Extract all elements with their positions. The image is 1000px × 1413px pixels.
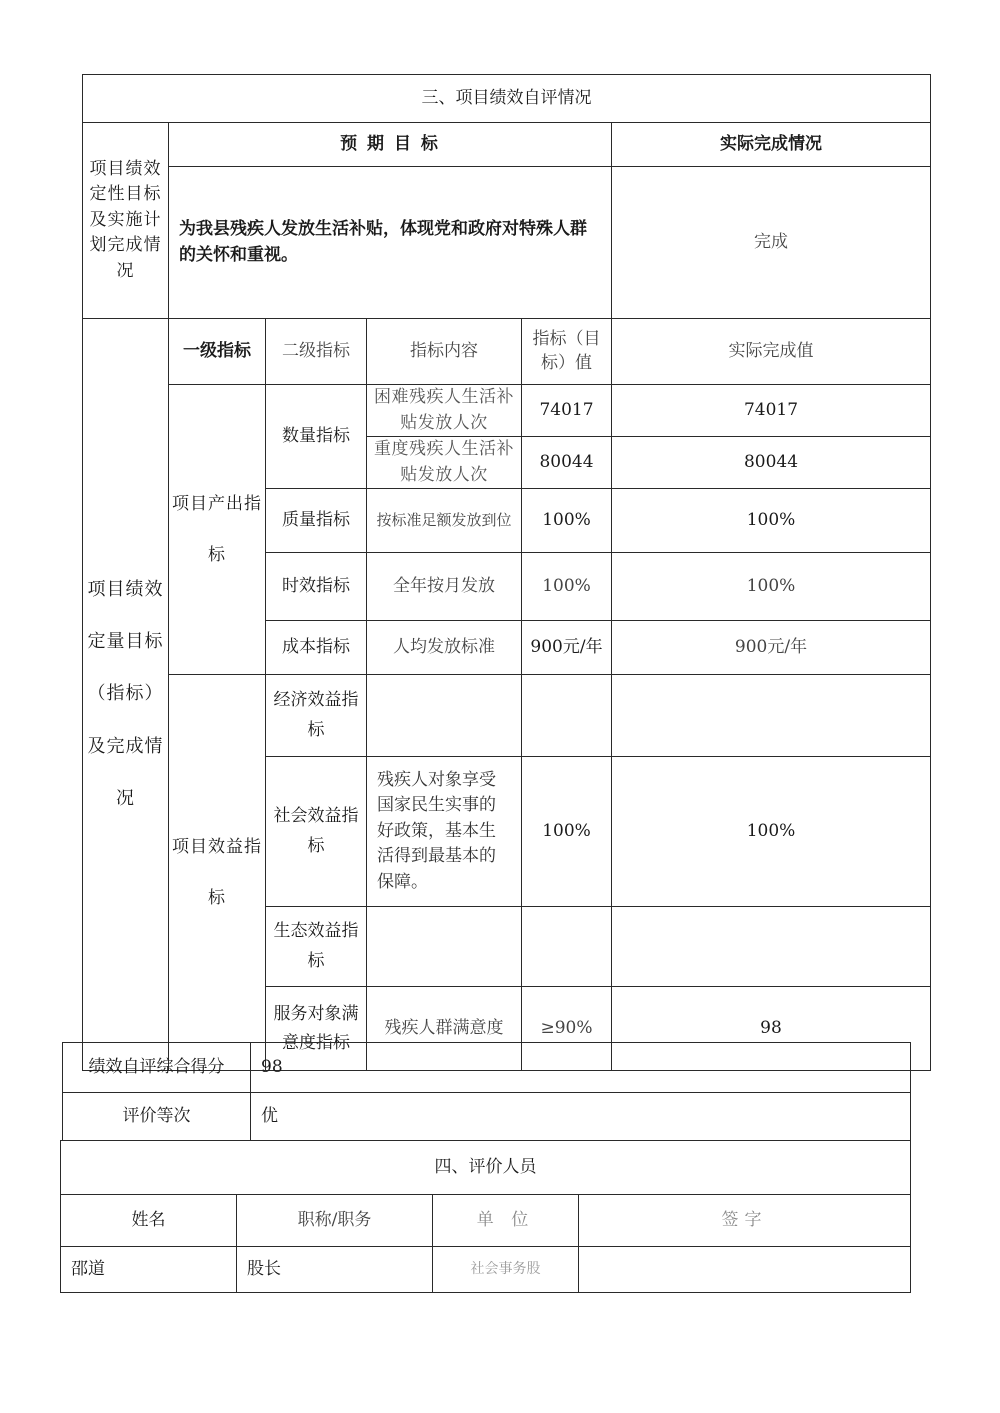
header-name: 姓名	[61, 1195, 237, 1247]
ecological-actual	[612, 907, 931, 987]
self-evaluation-table	[82, 74, 931, 1071]
grade-label: 评价等次	[63, 1093, 251, 1141]
satisfaction-actual: 98	[612, 987, 931, 1071]
cost-content: 人均发放标准	[367, 621, 522, 675]
social-content: 残疾人对象享受国家民生实事的好政策，基本生活得到最基本的保障。	[367, 757, 522, 907]
score-value: 98	[251, 1043, 911, 1093]
cost-actual: 900元/年	[612, 621, 931, 675]
ecological-indicator-label: 生态效益指标	[266, 907, 367, 987]
quantity-item1-content: 困难残疾人生活补贴发放人次	[367, 385, 522, 437]
quantity-item1-actual: 74017	[612, 385, 931, 437]
timeliness-content: 全年按月发放	[367, 553, 522, 621]
satisfaction-target: ≥90%	[522, 987, 612, 1071]
expected-goal-text: 为我县残疾人发放生活补贴，体现党和政府对特殊人群的关怀和重视。	[169, 167, 612, 319]
col-header-content: 指标内容	[367, 319, 522, 385]
score-label: 绩效自评综合得分	[63, 1043, 251, 1093]
expected-goal-header: 预 期 目 标	[169, 123, 612, 167]
person-signature	[579, 1247, 911, 1293]
grade-value: 优	[251, 1093, 911, 1141]
cost-indicator-label: 成本指标	[266, 621, 367, 675]
col-header-level2: 二级指标	[266, 319, 367, 385]
quantity-item2-actual: 80044	[612, 437, 931, 489]
satisfaction-indicator-label: 服务对象满意度指标	[266, 987, 367, 1071]
timeliness-indicator-label: 时效指标	[266, 553, 367, 621]
quantity-indicator-label: 数量指标	[266, 385, 367, 489]
header-unit: 单 位	[433, 1195, 579, 1247]
header-title: 职称/职务	[237, 1195, 433, 1247]
quantitative-goal-label: 项目绩效定量目标（指标）及完成情况	[83, 319, 169, 1071]
economic-indicator-label: 经济效益指标	[266, 675, 367, 757]
section3-title: 三、项目绩效自评情况	[83, 75, 931, 123]
economic-content	[367, 675, 522, 757]
economic-actual	[612, 675, 931, 757]
section4-title: 四、评价人员	[61, 1141, 911, 1195]
social-indicator-label: 社会效益指标	[266, 757, 367, 907]
ecological-content	[367, 907, 522, 987]
quantity-item2-content: 重度残疾人生活补贴发放人次	[367, 437, 522, 489]
quality-actual: 100%	[612, 489, 931, 553]
person-unit: 社会事务股	[433, 1247, 579, 1293]
output-indicator-label: 项目产出指标	[169, 385, 266, 675]
quality-target: 100%	[522, 489, 612, 553]
timeliness-actual: 100%	[612, 553, 931, 621]
social-actual: 100%	[612, 757, 931, 907]
social-target: 100%	[522, 757, 612, 907]
person-title: 股长	[237, 1247, 433, 1293]
economic-target	[522, 675, 612, 757]
person-name: 邵道	[61, 1247, 237, 1293]
quantity-item1-target: 74017	[522, 385, 612, 437]
goal-status: 完成	[612, 167, 931, 319]
quality-indicator-label: 质量指标	[266, 489, 367, 553]
col-header-actual: 实际完成值	[612, 319, 931, 385]
header-signature: 签字	[579, 1195, 911, 1247]
quality-content: 按标准足额发放到位	[367, 489, 522, 553]
ecological-target	[522, 907, 612, 987]
timeliness-target: 100%	[522, 553, 612, 621]
summary-table	[62, 1042, 911, 1141]
qualitative-goal-label: 项目绩效定性目标及实施计划完成情况	[83, 123, 169, 319]
quantity-item2-target: 80044	[522, 437, 612, 489]
evaluators-table	[60, 1140, 911, 1293]
actual-completion-header: 实际完成情况	[612, 123, 931, 167]
col-header-level1: 一级指标	[169, 319, 266, 385]
cost-target: 900元/年	[522, 621, 612, 675]
benefit-indicator-label: 项目效益指标	[169, 675, 266, 1071]
satisfaction-content: 残疾人群满意度	[367, 987, 522, 1071]
col-header-target: 指标（目标）值	[522, 319, 612, 385]
